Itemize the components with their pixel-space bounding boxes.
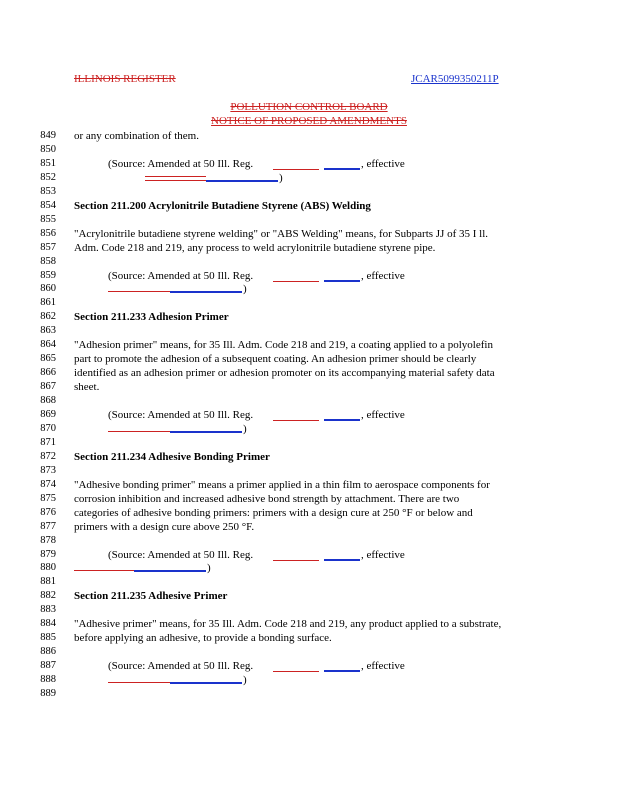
document-line bbox=[0, 338, 618, 352]
line-number: 867 bbox=[40, 381, 56, 393]
line-number: 852 bbox=[40, 171, 56, 183]
line-number: 866 bbox=[40, 367, 56, 379]
document-line bbox=[0, 561, 618, 575]
effective-label: , effective bbox=[361, 409, 405, 421]
blank-underline bbox=[145, 176, 206, 177]
document-line bbox=[0, 436, 618, 450]
line-number: 874 bbox=[40, 478, 56, 490]
line-number: 868 bbox=[40, 395, 56, 407]
document-line bbox=[0, 603, 618, 617]
blank-underline bbox=[74, 570, 134, 571]
line-text: categories of adhesive bonding primers: primers with a design cure at 250 °F or below and bbox=[74, 506, 473, 519]
document-line bbox=[0, 534, 618, 548]
line-number: 855 bbox=[40, 213, 56, 225]
line-number: 864 bbox=[40, 339, 56, 351]
document-line bbox=[0, 143, 618, 157]
document-line bbox=[0, 213, 618, 227]
line-number: 872 bbox=[40, 450, 56, 462]
effective-label: , effective bbox=[361, 269, 405, 282]
line-number: 877 bbox=[40, 520, 56, 532]
blank-underline bbox=[324, 419, 360, 421]
document-line bbox=[0, 520, 618, 534]
section-heading: Section 211.233 Adhesion Primer bbox=[74, 311, 229, 324]
document-line bbox=[0, 589, 618, 603]
line-number: 850 bbox=[40, 143, 56, 155]
document-line bbox=[0, 478, 618, 492]
document-line bbox=[0, 129, 618, 143]
document-line bbox=[0, 199, 618, 213]
source-note: (Source: Amended at 50 Ill. Reg. bbox=[108, 409, 254, 421]
line-text: or any combination of them. bbox=[74, 130, 199, 142]
document-line bbox=[0, 673, 618, 687]
document-line bbox=[0, 171, 618, 185]
document-line bbox=[0, 255, 618, 269]
document-line bbox=[0, 366, 618, 380]
line-number: 863 bbox=[40, 325, 56, 337]
line-number: 860 bbox=[40, 283, 56, 295]
blank-underline bbox=[324, 168, 360, 170]
line-number: 873 bbox=[40, 464, 56, 476]
closing-paren: ) bbox=[243, 674, 247, 687]
document-line bbox=[0, 687, 618, 701]
line-text: sheet. bbox=[74, 381, 100, 394]
line-text: before applying an adhesive, to provide a bonding surface. bbox=[74, 632, 332, 645]
section-heading: Section 211.234 Adhesive Bonding Primer bbox=[74, 450, 270, 463]
line-number: 876 bbox=[40, 506, 56, 518]
register-name: ILLINOIS REGISTER bbox=[74, 73, 176, 85]
document-line bbox=[0, 506, 618, 520]
effective-label: , effective bbox=[361, 660, 405, 673]
blank-underline bbox=[206, 180, 278, 182]
section-heading: Section 211.235 Adhesive Primer bbox=[74, 590, 228, 603]
document-line bbox=[0, 394, 618, 408]
closing-paren: ) bbox=[243, 283, 247, 296]
line-number: 879 bbox=[40, 548, 56, 560]
line-text: corrosion inhibition and increased adhesive bond strength by attachment. There are two bbox=[74, 492, 460, 505]
notice-title: NOTICE OF PROPOSED AMENDMENTS bbox=[211, 115, 407, 127]
line-number: 886 bbox=[40, 646, 56, 658]
blank-underline bbox=[108, 682, 170, 683]
blank-underline bbox=[273, 671, 319, 672]
line-number: 889 bbox=[40, 688, 56, 699]
document-line bbox=[0, 185, 618, 199]
line-text: "Adhesive bonding primer" means a primer applied in a thin film to aerospace components for bbox=[74, 478, 490, 491]
document-line bbox=[0, 464, 618, 478]
line-number: 888 bbox=[40, 674, 56, 686]
blank-underline bbox=[170, 291, 242, 293]
document-line bbox=[0, 352, 618, 366]
blank-underline bbox=[273, 560, 319, 561]
line-number: 865 bbox=[40, 353, 56, 365]
document-line bbox=[0, 631, 618, 645]
line-number: 861 bbox=[40, 297, 56, 309]
document-line bbox=[0, 227, 618, 241]
document-line bbox=[0, 324, 618, 338]
line-number: 853 bbox=[40, 185, 56, 197]
blank-underline bbox=[273, 281, 319, 282]
line-number: 880 bbox=[40, 562, 56, 574]
document-line bbox=[0, 282, 618, 296]
line-number: 878 bbox=[40, 534, 56, 546]
line-text: Adm. Code 218 and 219, any process to weld acrylonitrile butadiene styrene pipe. bbox=[74, 241, 436, 254]
line-text: part to promote the adhesion of a subsequent coating. An adhesion primer should be clearly bbox=[74, 353, 477, 366]
blank-underline bbox=[170, 431, 242, 433]
closing-paren: ) bbox=[207, 562, 211, 575]
line-text: "Adhesive primer" means, for 35 Ill. Adm. Code 218 and 219, any product applied to a substrate, bbox=[74, 618, 502, 631]
document-line bbox=[0, 296, 618, 310]
document-line bbox=[0, 450, 618, 464]
document-line bbox=[0, 617, 618, 631]
line-text: primers with a design cure above 250 °F. bbox=[74, 520, 255, 533]
document-line bbox=[0, 659, 618, 673]
board-title: POLLUTION CONTROL BOARD bbox=[230, 101, 388, 113]
blank-underline bbox=[170, 682, 242, 684]
blank-underline bbox=[324, 670, 360, 672]
blank-underline bbox=[108, 291, 170, 292]
document-line bbox=[0, 548, 618, 562]
blank-underline bbox=[273, 169, 319, 170]
blank-underline bbox=[145, 180, 206, 181]
line-number: 869 bbox=[40, 409, 56, 420]
source-note: (Source: Amended at 50 Ill. Reg. bbox=[108, 548, 254, 561]
line-number: 849 bbox=[40, 130, 56, 141]
blank-underline bbox=[134, 570, 206, 572]
line-number: 883 bbox=[40, 604, 56, 616]
line-text: "Acrylonitrile butadiene styrene welding" or "ABS Welding" means, for Subparts JJ of 35 I ll. bbox=[74, 227, 489, 240]
source-note: (Source: Amended at 50 Ill. Reg. bbox=[108, 660, 254, 673]
line-number: 856 bbox=[40, 227, 56, 239]
line-number: 885 bbox=[40, 632, 56, 644]
effective-label: , effective bbox=[361, 548, 405, 561]
line-number: 884 bbox=[40, 618, 56, 630]
closing-paren: ) bbox=[243, 422, 247, 435]
line-number: 857 bbox=[40, 241, 56, 253]
line-number: 870 bbox=[40, 422, 56, 434]
line-number: 854 bbox=[40, 199, 56, 211]
line-number: 859 bbox=[40, 269, 56, 281]
line-text: "Adhesion primer" means, for 35 Ill. Adm. Code 218 and 219, a coating applied to a polyolefin bbox=[74, 339, 493, 352]
blank-underline bbox=[108, 431, 170, 432]
document-line bbox=[0, 645, 618, 659]
line-number: 862 bbox=[40, 311, 56, 323]
line-number: 881 bbox=[40, 576, 56, 588]
effective-label: , effective bbox=[361, 157, 405, 170]
document-line bbox=[0, 157, 618, 171]
source-note: (Source: Amended at 50 Ill. Reg. bbox=[108, 269, 254, 282]
document-line bbox=[0, 310, 618, 324]
line-number: 871 bbox=[40, 436, 56, 448]
source-note: (Source: Amended at 50 Ill. Reg. bbox=[108, 157, 254, 170]
section-heading: Section 211.200 Acrylonitrile Butadiene Styrene (ABS) Welding bbox=[74, 199, 371, 212]
blank-underline bbox=[273, 420, 319, 421]
blank-underline bbox=[324, 280, 360, 282]
jcar-code: JCAR5099350211P bbox=[411, 73, 499, 85]
line-text: identified as an adhesion primer or adhesion promoter on its accompanying material safety data bbox=[74, 367, 495, 380]
document-line bbox=[0, 408, 618, 422]
document-line bbox=[0, 422, 618, 436]
document-line bbox=[0, 380, 618, 394]
document-line bbox=[0, 575, 618, 589]
closing-paren: ) bbox=[279, 171, 283, 184]
line-number: 875 bbox=[40, 492, 56, 504]
document-line bbox=[0, 269, 618, 283]
document-line bbox=[0, 492, 618, 506]
line-number: 887 bbox=[40, 660, 56, 672]
blank-underline bbox=[324, 559, 360, 561]
line-number: 858 bbox=[40, 255, 56, 267]
line-number: 851 bbox=[40, 157, 56, 169]
line-number: 882 bbox=[40, 590, 56, 602]
document-line bbox=[0, 241, 618, 255]
